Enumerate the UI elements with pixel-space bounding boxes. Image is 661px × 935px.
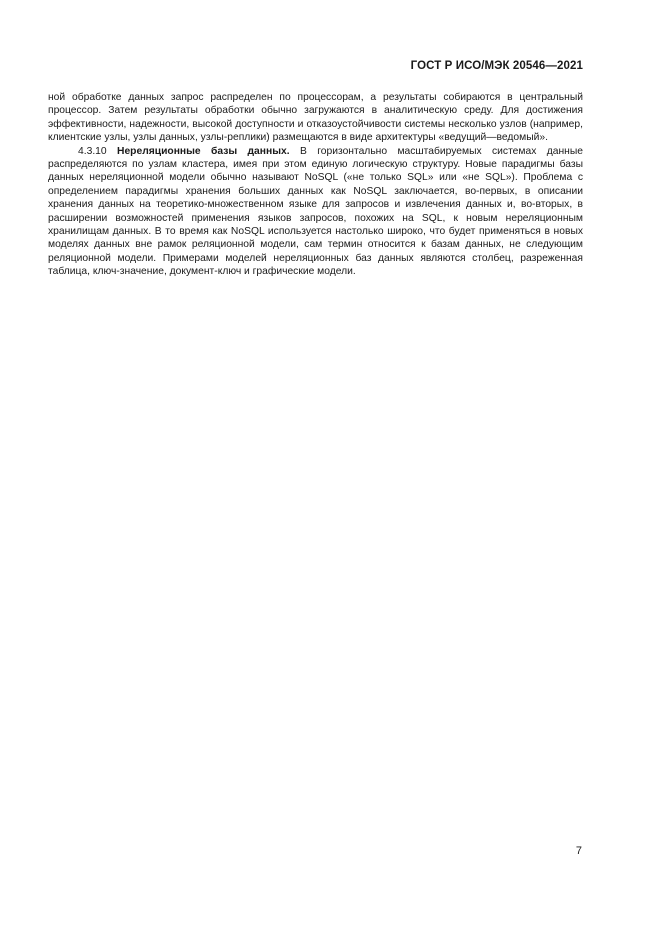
standard-header: ГОСТ Р ИСО/МЭК 20546—2021 bbox=[410, 60, 583, 72]
section-term: Нереляционные базы данных. bbox=[117, 145, 290, 157]
body-text bbox=[48, 91, 583, 279]
paragraph-continuation: ной обработке данных запрос распределен по процессорам, а результаты собираются в центральный процессор. Затем результаты обработки обычно загружаются в аналитическую среду. Для достижения эффективности, надежности, высокой доступности и отказоустойчивости системы несколько узлов (например, клиентские узлы, узлы данных, узлы-реплики) размещаются в виде архитектуры «ведущий—ведомый». bbox=[48, 92, 583, 144]
paragraph-section-4-3-10 bbox=[48, 145, 583, 279]
section-text: В горизонтально масштабируемых системах данные распределяются по узлам кластера, имея при этом единую логическую структуру. Новые парадигмы базы данных нереляционной модели обычно называют NoSQL («не только SQL» или «не SQL»). Проблема с определением парадигмы хранения больших данных как NoSQL заключается, во-первых, в описании хранения данных на теоретико-множественном языке для запросов и извлечения данных и, во-вторых, в расширении возможностей применения языков запросов, похожих на SQL, к новым нереляционным хранилищам данных. В то время как NoSQL используется настолько широко, что будет применяться в новых моделях данных вне рамок реляционной модели, сам термин относится к базам данных, не следующим реляционной модели. Примерами моделей нереляционных баз данных являются столбец, разреженная таблица, ключ-значение, документ-ключ и графические модели. bbox=[48, 145, 583, 278]
page-number: 7 bbox=[575, 845, 582, 857]
section-number: 4.3.10 bbox=[78, 145, 107, 157]
